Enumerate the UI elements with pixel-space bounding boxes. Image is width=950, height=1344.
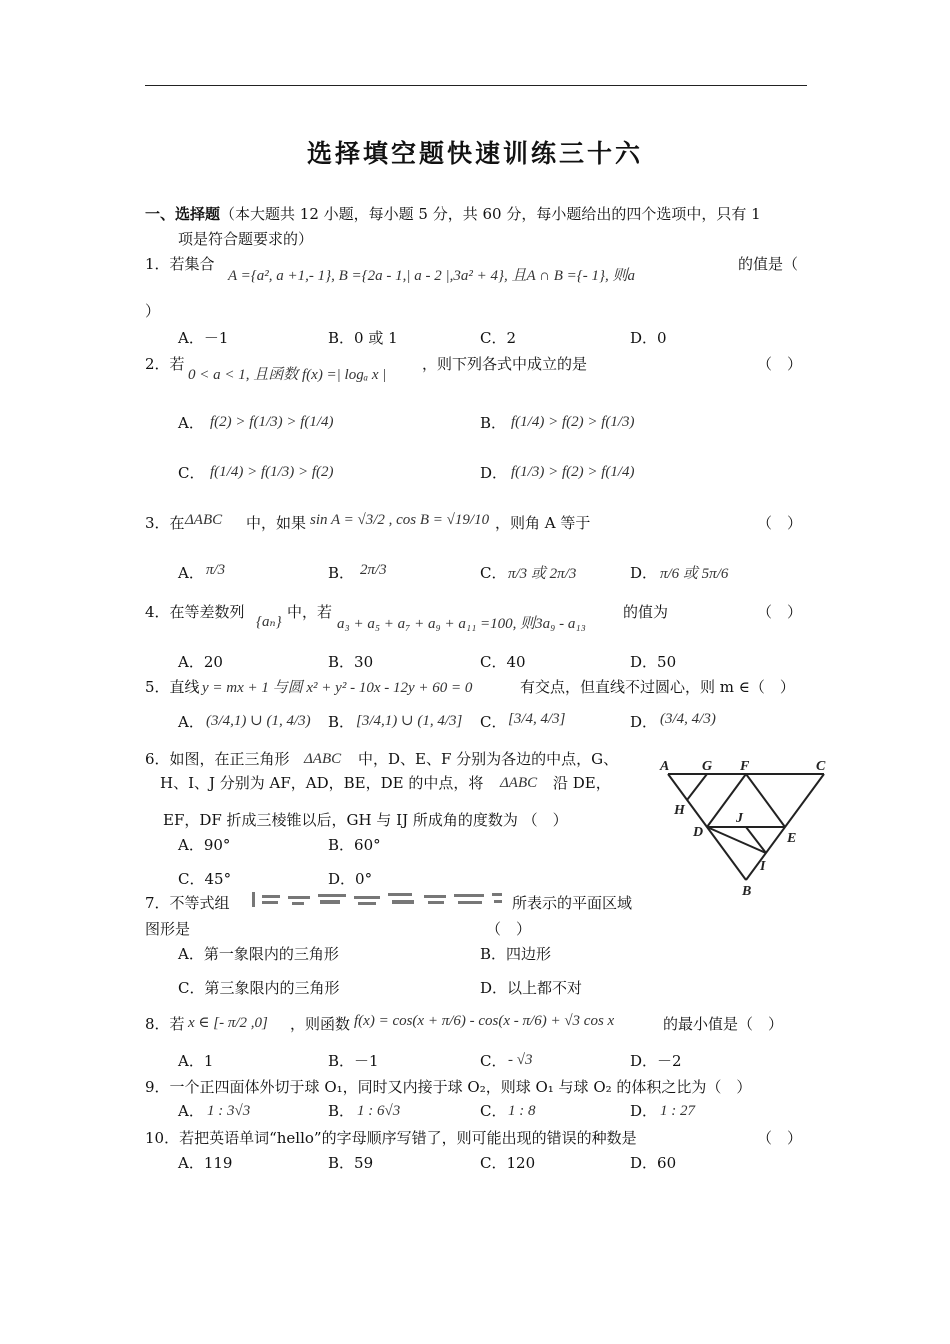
q8-option-c: C． <box>480 1052 507 1070</box>
label-C: C <box>816 759 826 774</box>
q2-answer-paren: （ ） <box>757 357 803 373</box>
label-J: J <box>736 811 743 826</box>
label-A: A <box>660 759 670 774</box>
q6-option-d: D．0° <box>328 870 373 888</box>
q2-option-a-math: f(2) > f(1/3) > f(1/4) <box>210 414 334 430</box>
q4-option-b: B．30 <box>328 653 374 671</box>
q2-stem-post: ，则下列各式中成立的是 <box>422 355 588 373</box>
q1-cont: ） <box>145 302 161 320</box>
q4-stem-post: 的值为 <box>623 603 669 621</box>
q6-math-1: ΔABC <box>304 751 342 767</box>
q6-option-c: C．45° <box>178 870 232 888</box>
q10-option-d: D．60 <box>630 1154 677 1172</box>
segment-FE <box>746 774 785 827</box>
q2-option-c-math: f(1/4) > f(1/3) > f(2) <box>210 464 334 480</box>
q3-stem-mid: 中，如果 <box>246 514 307 532</box>
q10-option-b: B．59 <box>328 1154 374 1172</box>
label-H: H <box>674 803 685 818</box>
question-1: 1．若集合 <box>145 255 215 273</box>
q2-math: 0 < a < 1, 且函数 f(x) =| logₐ x | <box>188 367 387 383</box>
q1-math: A ={a², a +1,- 1}, B ={2a - 1,| a - 2 |,3a² + 4}, 且A ∩ B ={- 1}, 则a <box>228 268 636 284</box>
q6-option-b: B．60° <box>328 836 381 854</box>
inequality-system-image <box>248 888 510 910</box>
q5-option-a-math: (3/4,1) ∪ (1, 4/3) <box>206 713 311 729</box>
question-8: 8．若 <box>145 1015 185 1033</box>
q3-option-d-math: π/6 或 5π/6 <box>660 566 729 582</box>
page-title: 选择填空题快速训练三十六 <box>306 139 643 168</box>
question-10: 10．若把英语单词“hello”的字母顺序写错了，则可能出现的错误的种数是 <box>145 1129 637 1147</box>
q4-option-d: D．50 <box>630 653 677 671</box>
q9-option-b: B． <box>328 1102 355 1120</box>
question-3: 3．在 <box>145 514 185 532</box>
q3-option-c-math: π/3 或 2π/3 <box>508 566 577 582</box>
q2-option-b: B． <box>480 414 507 432</box>
q3-math-1: ΔABC <box>185 512 223 528</box>
q9-option-c: C． <box>480 1102 507 1120</box>
q7-stem-post: 所表示的平面区域 <box>512 894 633 912</box>
question-2: 2．若 <box>145 355 185 373</box>
q4-option-a: A．20 <box>178 653 223 671</box>
q5-option-b-math: [3/4,1) ∪ (1, 4/3] <box>356 713 463 729</box>
q2-option-c: C． <box>178 464 205 482</box>
q5-stem-post: 有交点，但直线不过圆心，则 m ∈（ ） <box>520 678 795 696</box>
label-D: D <box>693 825 704 840</box>
q4-option-c: C．40 <box>480 653 526 671</box>
label-I: I <box>760 859 766 874</box>
q3-option-a-math: π/3 <box>206 562 226 578</box>
q2-option-b-math: f(1/4) > f(2) > f(1/3) <box>511 414 635 430</box>
q9-option-d-math: 1 : 27 <box>660 1103 695 1119</box>
q4-math-1: {aₙ} <box>256 614 282 630</box>
segment-GH <box>687 774 707 800</box>
q3-answer-paren: （ ） <box>757 516 803 532</box>
q7-option-d: D．以上都不对 <box>480 979 583 997</box>
question-5: 5．直线 <box>145 678 200 696</box>
q6-line2-post: 沿 DE， <box>553 774 611 792</box>
q7-option-a: A．第一象限内的三角形 <box>178 945 339 963</box>
q6-line3: EF，DF 折成三棱锥以后，GH 与 IJ 所成角的度数为 （ ） <box>163 811 568 829</box>
q4-answer-paren: （ ） <box>757 605 803 621</box>
label-B: B <box>742 884 752 898</box>
q7-line2: 图形是 <box>145 920 191 938</box>
q3-option-b-math: 2π/3 <box>360 562 387 578</box>
section-header <box>145 203 761 224</box>
q1-stem-post: 的值是（ <box>738 255 799 273</box>
q10-option-a: A．119 <box>178 1154 233 1172</box>
q8-option-b: B．－1 <box>328 1052 379 1070</box>
q3-option-b: B． <box>328 564 355 582</box>
q8-math-2: f(x) = cos(x + π/6) - cos(x - π/6) + √3 cos x <box>354 1013 615 1029</box>
q10-answer-paren: （ ） <box>757 1131 803 1147</box>
q1-option-d: D．0 <box>630 329 667 347</box>
q9-option-c-math: 1 : 8 <box>508 1103 536 1119</box>
q6-option-a: A．90° <box>178 836 231 854</box>
q5-option-c: C． <box>480 713 507 731</box>
question-7: 7．不等式组 <box>145 894 230 912</box>
q8-option-d: D．－2 <box>630 1052 682 1070</box>
section-desc-1: （本大题共 12 小题，每小题 5 分，共 60 分，每小题给出的四个选项中，只有 1 <box>220 205 761 223</box>
triangle-figure <box>656 756 832 898</box>
q1-option-a: A．－1 <box>178 329 229 347</box>
q5-math: y = mx + 1 与圆 x² + y² - 10x - 12y + 60 = 0 <box>202 680 473 696</box>
label-E: E <box>787 831 797 846</box>
label-F: F <box>740 759 750 774</box>
q2-option-a: A． <box>178 414 204 432</box>
q6-math-2: ΔABC <box>500 775 538 791</box>
q7-option-b: B．四边形 <box>480 945 552 963</box>
q7-option-c: C．第三象限内的三角形 <box>178 979 340 997</box>
q3-option-c: C． <box>480 564 507 582</box>
q1-option-b: B．0 或 1 <box>328 329 398 347</box>
q3-option-d: D． <box>630 564 658 582</box>
q9-option-a: A． <box>178 1102 204 1120</box>
q8-option-c-math: - √3 <box>508 1052 533 1068</box>
q2-option-d-math: f(1/3) > f(2) > f(1/4) <box>511 464 635 480</box>
label-G: G <box>702 759 713 774</box>
q5-option-d-math: (3/4, 4/3) <box>660 711 716 727</box>
q1-option-c: C．2 <box>480 329 517 347</box>
q7-answer-paren: （ ） <box>486 922 532 938</box>
q5-option-b: B． <box>328 713 355 731</box>
q6-line1-post: 中，D、E、F 分别为各边的中点，G、 <box>358 750 619 768</box>
q5-option-d: D． <box>630 713 658 731</box>
q10-option-c: C．120 <box>480 1154 536 1172</box>
q6-line2-pre: H、I、J 分别为 AF，AD，BE，DE 的中点，将 <box>160 774 484 792</box>
q5-option-a: A． <box>178 713 204 731</box>
q9-option-d: D． <box>630 1102 658 1120</box>
q8-math-1: x ∈ [- π/2 ,0] <box>188 1015 268 1031</box>
q8-stem-mid: ，则函数 <box>290 1015 351 1033</box>
q8-stem-post: 的最小值是（ ） <box>663 1015 784 1033</box>
q5-option-c-math: [3/4, 4/3] <box>508 711 566 727</box>
question-9: 9．一个正四面体外切于球 O₁，同时又内接于球 O₂，则球 O₁ 与球 O₂ 的体积之比为（ ） <box>145 1078 752 1096</box>
question-6: 6．如图，在正三角形 <box>145 750 290 768</box>
q4-math-2: a₃ + a₅ + a₇ + a₉ + a₁₁ =100, 则3a₉ - a₁₃ <box>337 616 586 632</box>
q3-stem-post: ，则角 A 等于 <box>495 514 591 532</box>
q9-option-a-math: 1 : 3√3 <box>207 1103 251 1119</box>
header-rule <box>145 85 807 86</box>
section-desc-2: 项是符合题要求的） <box>178 230 314 248</box>
q4-stem-mid: 中，若 <box>287 603 333 621</box>
q2-option-d: D． <box>480 464 508 482</box>
section-label: 一、选择题 <box>145 205 221 223</box>
question-4: 4．在等差数列 <box>145 603 245 621</box>
q9-option-b-math: 1 : 6√3 <box>357 1103 401 1119</box>
q3-option-a: A． <box>178 564 204 582</box>
q3-math-2: sin A = √3/2 , cos B = √19/10 <box>310 512 490 528</box>
q8-option-a: A．1 <box>178 1052 214 1070</box>
